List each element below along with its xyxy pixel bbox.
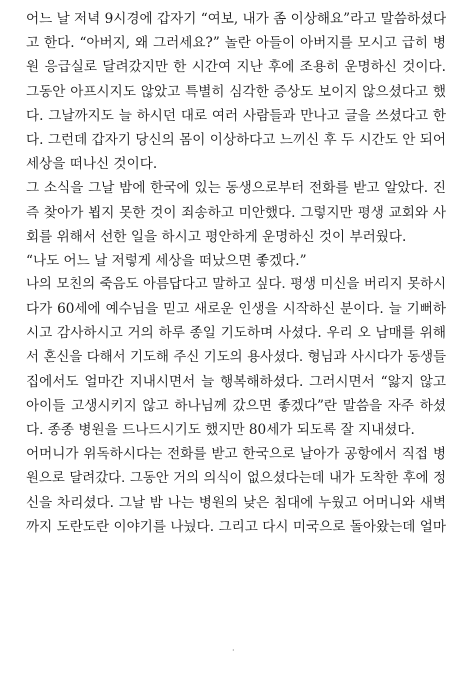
text-line: 어느 날 저녁 9시경에 갑자기 “여보, 내가 좀 이상해요”라고 말씀하셨다 bbox=[26, 11, 446, 27]
text-line: 다. 그런데 갑자기 당신의 몸이 이상하다고 느끼신 후 두 시간도 안 되어 bbox=[26, 131, 446, 148]
text-line: 고 한다. “아버지, 왜 그러세요?” 놀란 아들이 아버지를 모시고 급히 병 bbox=[26, 35, 446, 52]
text-line: 집에서도 얼마간 지내시면서 늘 행복해하셨다. 그러시면서 “앓지 않고 bbox=[26, 373, 446, 390]
text-line: “나도 어느 날 저렇게 세상을 떠났으면 좋겠다.” bbox=[26, 252, 307, 269]
text-line: 나의 모친의 죽음도 아름답다고 말하고 싶다. 평생 미신을 버리지 못하시 bbox=[26, 277, 446, 293]
text-line: 어머니가 위독하시다는 전화를 받고 한국으로 날아가 공항에서 직접 병 bbox=[26, 446, 446, 463]
text-line: 다. 그날까지도 늘 하시던 대로 여러 사람들과 만나고 글을 쓰셨다고 한 bbox=[26, 107, 446, 124]
text-line: 다가 60세에 예수님을 믿고 새로운 인생을 시작하신 분이다. 늘 기뻐하 bbox=[26, 301, 446, 318]
text-line: 원으로 달려갔다. 그동안 거의 의식이 없으셨다는데 내가 도착한 후에 정 bbox=[26, 470, 446, 486]
text-line: 그동안 아프시지도 않았고 특별히 심각한 증상도 보이지 않으셨다고 했 bbox=[26, 83, 446, 100]
text-line: 원 응급실로 달려갔지만 한 시간여 지난 후에 조용히 운명하신 것이다. bbox=[26, 59, 446, 76]
page-footer-mark: · bbox=[232, 646, 235, 655]
text-line: 시고 감사하시고 거의 하루 종일 기도하며 사셨다. 우리 오 남매를 위해 bbox=[26, 325, 446, 342]
text-line: 신을 차리셨다. 그날 밤 나는 병원의 낮은 침대에 누웠고 어머니와 새벽 bbox=[26, 494, 446, 511]
text-line: 서 혼신을 다해서 기도해 주신 기도의 용사셨다. 형님과 사시다가 동생들 bbox=[26, 349, 446, 365]
text-line: 즉 찾아가 뵙지 못한 것이 죄송하고 미안했다. 그렇지만 평생 교회와 사 bbox=[26, 204, 446, 221]
text-line: 회를 위해서 선한 일을 하시고 평안하게 운명하신 것이 부러웠다. bbox=[26, 228, 407, 245]
text-line: 아이들 고생시키지 않고 하나님께 갔으면 좋겠다”란 말씀을 자주 하셨 bbox=[26, 398, 446, 414]
body-text bbox=[26, 7, 446, 539]
text-line: 다. 종종 병원을 드나드시기도 했지만 80세가 되도록 잘 지내셨다. bbox=[26, 422, 415, 439]
text-line: 그 소식을 그날 밤에 한국에 있는 동생으로부터 전화를 받고 알았다. 진 bbox=[26, 180, 446, 197]
text-line: 세상을 떠나신 것이다. bbox=[26, 156, 158, 173]
text-line: 까지 도란도란 이야기를 나눴다. 그리고 다시 미국으로 돌아왔는데 얼마 bbox=[26, 518, 446, 535]
